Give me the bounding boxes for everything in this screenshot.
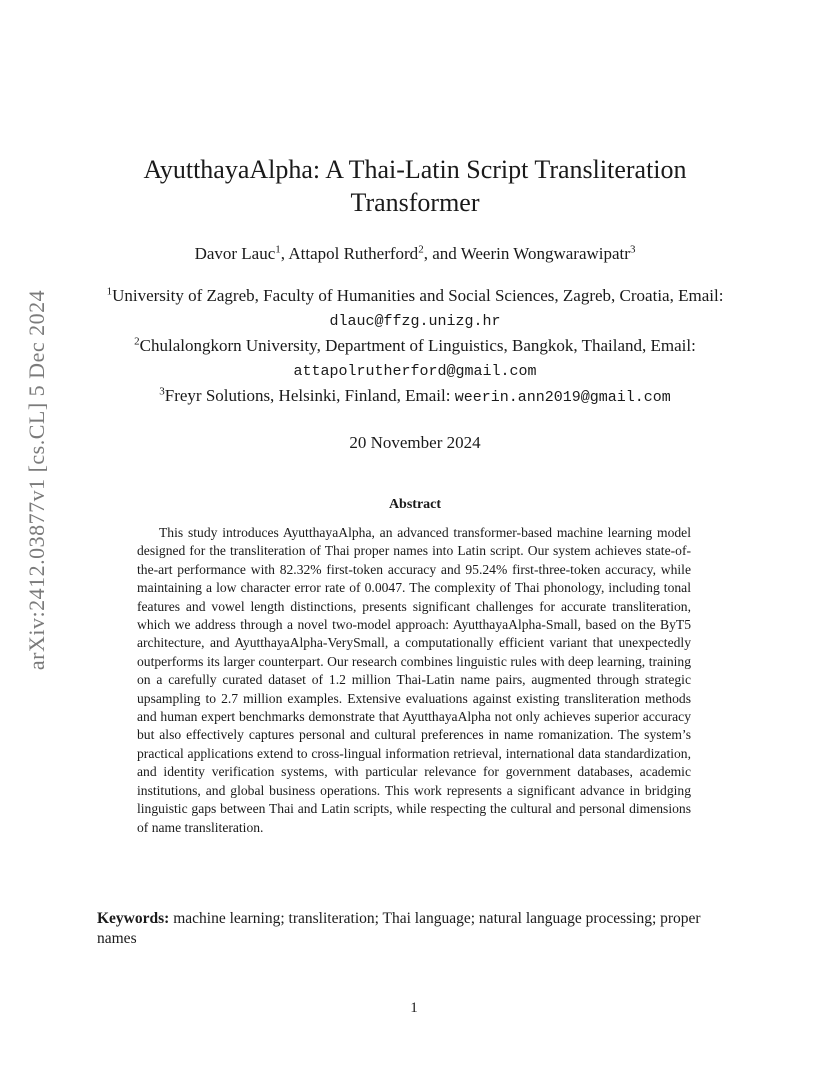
affiliation <box>90 334 740 384</box>
affiliation-text: University of Zagreb, Faculty of Humanities and Social Sciences, Zagreb, Croatia, Email: <box>112 286 724 305</box>
author-name: Weerin Wongwarawipatr <box>460 244 630 263</box>
email-link[interactable]: weerin.ann2019@gmail.com <box>454 389 671 406</box>
paper-date: 20 November 2024 <box>349 433 481 452</box>
email-link[interactable]: attapolrutherford@gmail.com <box>293 363 537 380</box>
keywords <box>97 909 733 949</box>
author-name: Attapol Rutherford <box>288 244 419 263</box>
affiliation-superscript: 3 <box>159 385 165 398</box>
abstract-heading: Abstract <box>388 497 442 512</box>
affiliation-superscript: 1 <box>106 285 113 298</box>
affiliation-list <box>90 284 740 410</box>
affiliation-text: Freyr Solutions, Helsinki, Finland, Email: <box>164 386 455 405</box>
keywords-text: machine learning; transliteration; Thai language; natural language processing; proper names <box>97 910 701 947</box>
arxiv-stamp-text: arXiv:2412.03877v1 [cs.CL] 5 Dec 2024 <box>24 289 49 671</box>
email-link[interactable]: dlauc@ffzg.unizg.hr <box>329 313 501 330</box>
author-separator: , <box>280 244 289 263</box>
keywords-label: Keywords: <box>97 910 170 927</box>
author-list <box>90 242 740 266</box>
paper-title: AyutthayaAlpha: A Thai-Latin Script Transliteration Transformer <box>143 155 687 217</box>
author-superscript: 1 <box>275 243 281 256</box>
affiliation <box>90 284 740 334</box>
author-superscript: 3 <box>629 243 636 256</box>
affiliation <box>90 384 740 410</box>
affiliation-superscript: 2 <box>134 335 140 348</box>
affiliation-text: Chulalongkorn University, Department of Linguistics, Bangkok, Thailand, Email: <box>139 336 696 355</box>
abstract-body: This study introduces AyutthayaAlpha, an advanced transformer-based machine learning model designed for the transliteration of Thai proper names into Latin script. Our system achieves state-of-the-art performance with 82.32% first-token accuracy and 95.24% first-three-token accuracy, while maintaining a low character error rate of 0.0047. The complexity of Thai phonology, including tonal features and vowel length distinctions, presents significant challenges for accurate transliteration, which we address through a novel two-model approach: AyutthayaAlpha-Small, based on the ByT5 architecture, and AyutthayaAlpha-VerySmall, a computationally efficient variant that unexpectedly outperforms its larger counterpart. Our research combines linguistic rules with deep learning, training on a carefully curated dataset of 1.2 million Thai-Latin name pairs, augmented through strategic upsampling to 2.7 million examples. Extensive evaluations against existing transliteration methods and human expert benchmarks demonstrate that AyutthayaAlpha not only achieves superior accuracy but also effectively captures personal and cultural preferences in name romanization. The system’s practical applications extend to cross-lingual information retrieval, international data standardization, and identity verification systems, with particular relevance for government databases, academic institutions, and global business operations. This work represents a significant advance in bridging linguistic gaps between Thai and Latin scripts, while respecting the cultural and personal dimensions of name transliteration. <box>137 525 691 835</box>
author-superscript: 2 <box>418 243 424 256</box>
author-separator: , and <box>423 244 461 263</box>
page-number: 1 <box>410 1000 418 1016</box>
author-name: Davor Lauc <box>194 244 276 263</box>
arxiv-stamp <box>17 290 57 670</box>
